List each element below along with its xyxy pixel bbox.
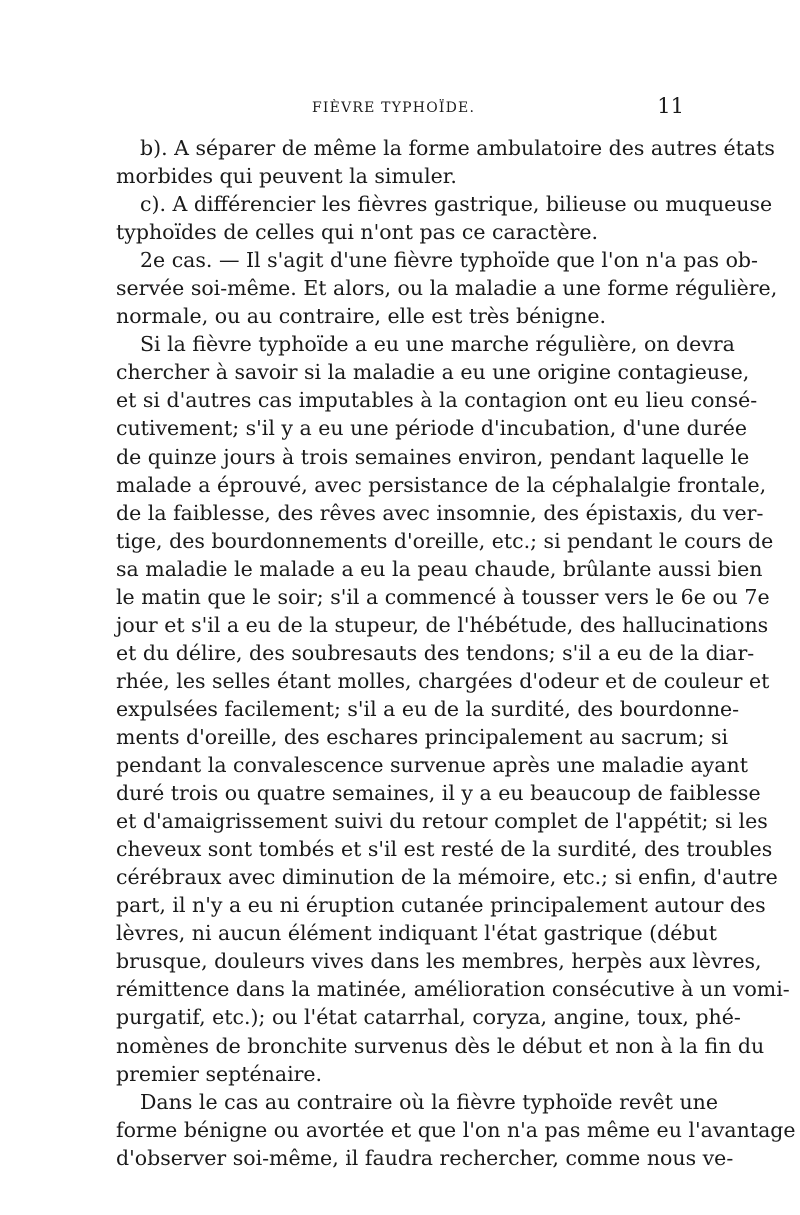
text-line: malade a éprouvé, avec persistance de la céphalalgie frontale, bbox=[116, 472, 767, 497]
text-line: morbides qui peuvent la simuler. bbox=[116, 164, 457, 189]
text-line: et du délire, des soubresauts des tendons; s'il a eu de la diar- bbox=[116, 640, 755, 665]
text-line: normale, ou au contraire, elle est très bénigne. bbox=[116, 304, 607, 329]
text-line: rémittence dans la matinée, amélioration consécutive à un vomi- bbox=[116, 977, 790, 1002]
text-line: ments d'oreille, des eschares principalement au sacrum; si bbox=[116, 724, 729, 749]
text-line: 2e cas. — Il s'agit d'une fièvre typhoïde que l'on n'a pas ob- bbox=[140, 248, 758, 273]
text-line: cérébraux avec diminution de la mémoire, etc.; si enfin, d'autre bbox=[116, 865, 778, 890]
text-line: rhée, les selles étant molles, chargées d'odeur et de couleur et bbox=[116, 668, 770, 693]
text-line: Si la fièvre typhoïde a eu une marche régulière, on devra bbox=[140, 332, 735, 357]
text-line: et si d'autres cas imputables à la contagion ont eu lieu consé- bbox=[116, 388, 758, 413]
text-line: b). A séparer de même la forme ambulatoire des autres états bbox=[140, 136, 775, 160]
text-line: duré trois ou quatre semaines, il y a eu beaucoup de faiblesse bbox=[116, 781, 761, 806]
text-line: d'observer soi-même, il faudra rechercher, comme nous ve- bbox=[116, 1145, 734, 1170]
running-head bbox=[116, 92, 686, 134]
text-line: le matin que le soir; s'il a commencé à tousser vers le 6e ou 7e bbox=[116, 584, 770, 609]
text-line: premier septénaire. bbox=[116, 1061, 323, 1086]
text-line: de quinze jours à trois semaines environ, pendant laquelle le bbox=[116, 444, 750, 469]
text-line: forme bénigne ou avortée et que l'on n'a pas même eu l'avantage bbox=[116, 1117, 796, 1142]
text-line: Dans le cas au contraire où la fièvre typhoïde revêt une bbox=[140, 1089, 719, 1114]
text-line: jour et s'il a eu de la stupeur, de l'hébétude, des hallucinations bbox=[116, 612, 769, 637]
text-line: cheveux sont tombés et s'il est resté de la surdité, des troubles bbox=[116, 837, 773, 862]
text-line: typhoïdes de celles qui n'ont pas ce caractère. bbox=[116, 220, 599, 245]
text-line: cutivement; s'il y a eu une période d'incubation, d'une durée bbox=[116, 416, 747, 441]
text-line: part, il n'y a eu ni éruption cutanée principalement autour des bbox=[116, 893, 766, 918]
text-line: c). A différencier les fièvres gastrique, bilieuse ou muqueuse bbox=[140, 192, 773, 217]
text-line: servée soi-même. Et alors, ou la maladie a une forme régulière, bbox=[116, 276, 778, 301]
text-line: tige, des bourdonnements d'oreille, etc.; si pendant le cours de bbox=[116, 528, 774, 553]
running-title: FIÈVRE TYPHOÏDE. bbox=[312, 100, 476, 116]
text-line: purgatif, etc.); ou l'état catarrhal, coryza, angine, toux, phé- bbox=[116, 1005, 741, 1030]
body-text bbox=[116, 134, 796, 1172]
text-line: de la faiblesse, des rêves avec insomnie, des épistaxis, du ver- bbox=[116, 500, 764, 525]
text-line: nomènes de bronchite survenus dès le début et non à la fin du bbox=[116, 1033, 765, 1058]
text-line: sa maladie le malade a eu la peau chaude, brûlante aussi bien bbox=[116, 556, 763, 581]
page-number: 11 bbox=[657, 94, 684, 118]
text-line: brusque, douleurs vives dans les membres, herpès aux lèvres, bbox=[116, 949, 762, 974]
text-line: pendant la convalescence survenue après une maladie ayant bbox=[116, 753, 748, 778]
text-line: et d'amaigrissement suivi du retour complet de l'appétit; si les bbox=[116, 809, 768, 834]
text-line: chercher à savoir si la maladie a eu une origine contagieuse, bbox=[116, 360, 750, 385]
book-page bbox=[116, 92, 796, 1172]
text-line: lèvres, ni aucun élément indiquant l'état gastrique (début bbox=[116, 921, 717, 946]
text-line: expulsées facilement; s'il a eu de la surdité, des bourdonne- bbox=[116, 696, 740, 721]
